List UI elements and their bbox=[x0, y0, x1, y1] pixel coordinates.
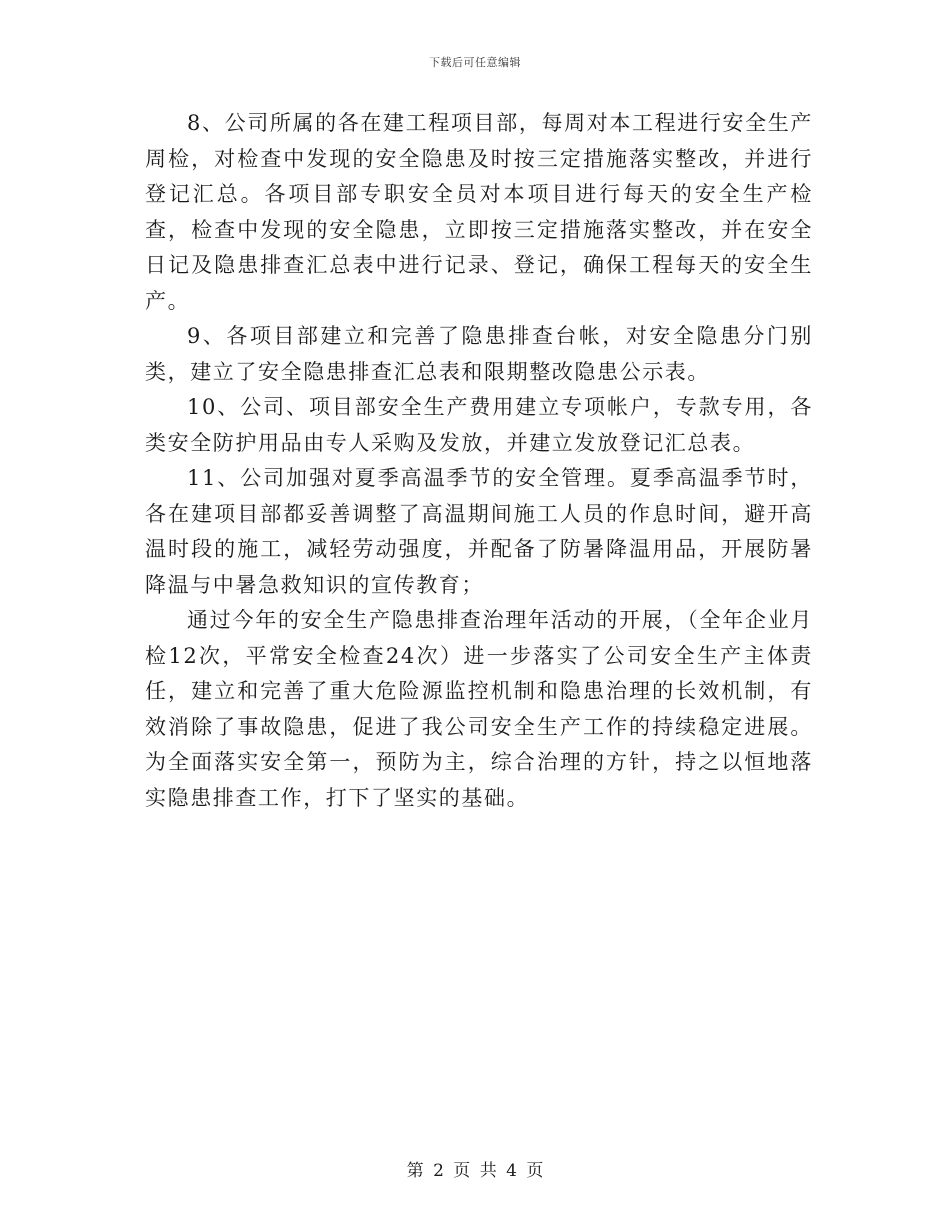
page-header: 下载后可任意编辑 bbox=[429, 56, 521, 69]
document-body bbox=[145, 106, 813, 816]
paragraph-item-8: 8、公司所属的各在建工程项目部，每周对本工程进行安全生产周检，对检查中发现的安全隐患及时按三定措施落实整改，并进行登记汇总。各项目部专职安全员对本项目进行每天的安全生产检查，检查中发现的安全隐患，立即按三定措施落实整改，并在安全日记及隐患排查汇总表中进行记录、登记，确保工程每天的安全生产。 bbox=[145, 111, 813, 313]
paragraph-item-10: 10、公司、项目部安全生产费用建立专项帐户，专款专用，各类安全防护用品由专人采购及发放，并建立发放登记汇总表。 bbox=[145, 395, 813, 455]
paragraph-item-9: 9、各项目部建立和完善了隐患排查台帐，对安全隐患分门别类，建立了安全隐患排查汇总表和限期整改隐患公示表。 bbox=[145, 324, 813, 384]
page-number-footer: 第 2 页 共 4 页 bbox=[406, 1161, 544, 1181]
paragraph-item-11: 11、公司加强对夏季高温季节的安全管理。夏季高温季节时，各在建项目部都妥善调整了高温期间施工人员的作息时间，避开高温时段的施工，减轻劳动强度，并配备了防暑降温用品，开展防暑降温与中暑急救知识的宣传教育； bbox=[145, 466, 813, 597]
paragraph-summary: 通过今年的安全生产隐患排查治理年活动的开展，（全年企业月检12次，平常安全检查24次）进一步落实了公司安全生产主体责任，建立和完善了重大危险源监控机制和隐患治理的长效机制，有效消除了事故隐患，促进了我公司安全生产工作的持续稳定进展。为全面落实安全第一，预防为主，综合治理的方针，持之以恒地落实隐患排查工作，打下了坚实的基础。 bbox=[145, 608, 813, 810]
